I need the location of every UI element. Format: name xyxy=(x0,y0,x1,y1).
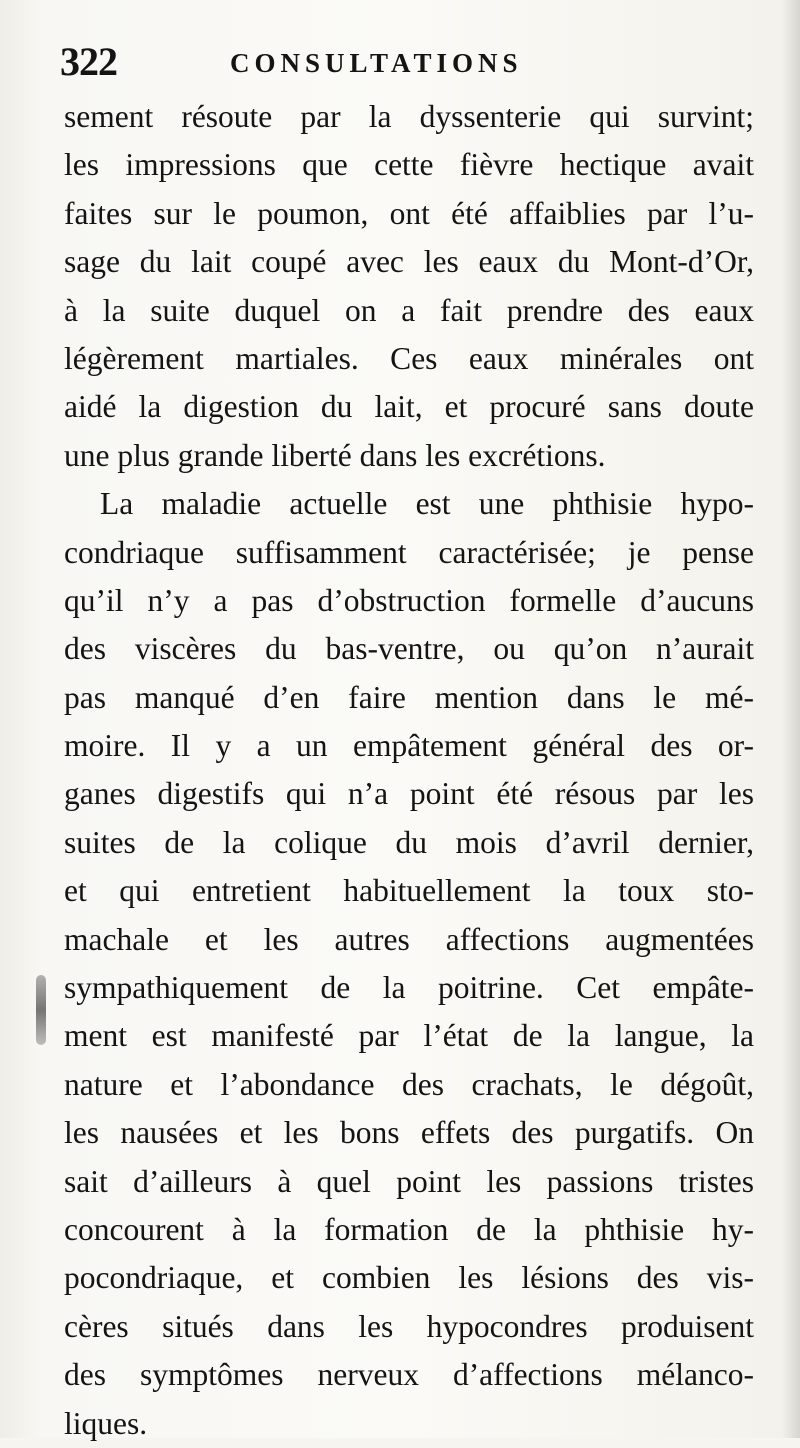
text-line: une plus grande liberté dans les excrétions. xyxy=(64,437,606,473)
text-line: pas manqué d’en faire mention dans le mé- xyxy=(64,679,754,715)
text-line: moire. Il y a un empâtement général des or- xyxy=(64,728,754,764)
text-line: et qui entretient habituellement la toux sto- xyxy=(64,873,754,909)
page-edge-shadow xyxy=(782,0,800,1438)
text-line: suites de la colique du mois d’avril dernier, xyxy=(64,824,754,860)
text-line: des symptômes nerveux d’affections mélanco- xyxy=(64,1357,754,1393)
margin-ink-stain xyxy=(36,975,46,1045)
text-line: des viscères du bas-ventre, ou qu’on n’aurait xyxy=(64,631,754,667)
text-line: machale et les autres affections augmentées xyxy=(64,921,754,957)
text-line: faites sur le poumon, ont été affaiblies par l’u- xyxy=(64,195,754,231)
text-line: condriaque suffisamment caractérisée; je pense xyxy=(64,534,754,570)
text-line: les impressions que cette fièvre hectique avait xyxy=(64,147,754,183)
text-line: pocondriaque, et combien les lésions des vis- xyxy=(64,1260,754,1296)
text-line: concourent à la formation de la phthisie hy- xyxy=(64,1211,754,1247)
text-line: ment est manifesté par l’état de la langue, la xyxy=(64,1018,754,1054)
page-header xyxy=(60,38,760,88)
text-line: les nausées et les bons effets des purgatifs. On xyxy=(64,1115,754,1151)
text-line: sympathiquement de la poitrine. Cet empâte- xyxy=(64,970,754,1006)
text-line: sait d’ailleurs à quel point les passions tristes xyxy=(64,1163,754,1199)
text-line: aidé la digestion du lait, et procuré sans doute xyxy=(64,389,754,425)
text-line: qu’il n’y a pas d’obstruction formelle d’aucuns xyxy=(64,582,754,618)
text-line: sage du lait coupé avec les eaux du Mont-d’Or, xyxy=(64,244,754,280)
running-title: CONSULTATIONS xyxy=(230,48,523,78)
text-line: cères situés dans les hypocondres produisent xyxy=(64,1308,754,1344)
page-number: 322 xyxy=(60,39,117,84)
text-line: sement résoute par la dyssenterie qui survint; xyxy=(64,99,754,134)
text-line: légèrement martiales. Ces eaux minérales ont xyxy=(64,340,754,376)
text-line: à la suite duquel on a fait prendre des eaux xyxy=(64,292,754,328)
body-text xyxy=(64,93,754,1448)
paragraph-start-line: La maladie actuelle est une phthisie hypo- xyxy=(100,486,754,522)
text-line: nature et l’abondance des crachats, le dégoût, xyxy=(64,1066,754,1102)
text-line: liques. xyxy=(64,1405,148,1441)
text-line: ganes digestifs qui n’a point été résous par les xyxy=(64,776,754,812)
